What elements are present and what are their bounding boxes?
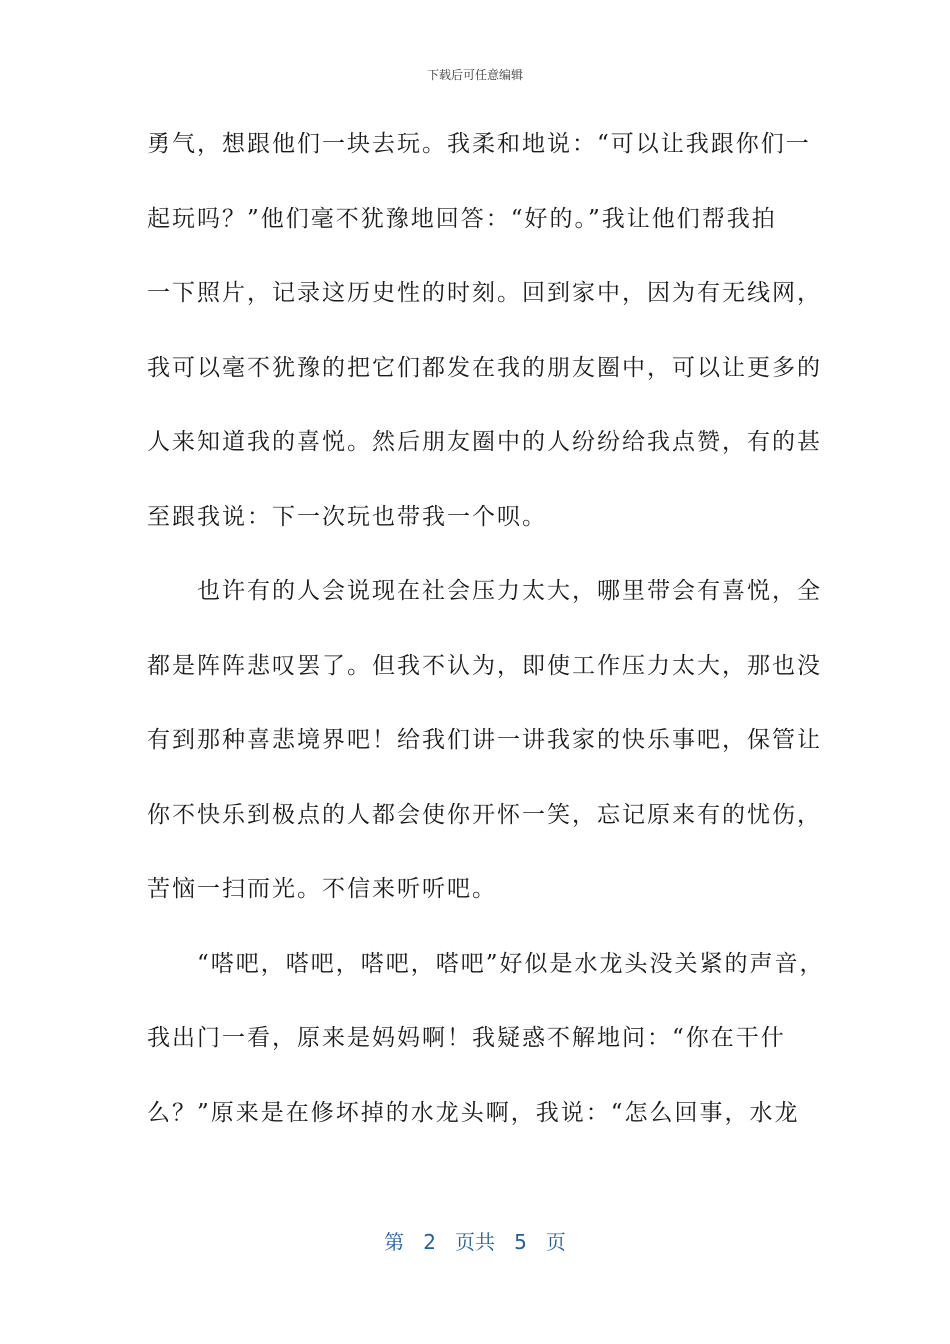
text-line: 有到那种喜悲境界吧！给我们讲一讲我家的快乐事吧，保管让 <box>147 727 822 753</box>
text-line: 都是阵阵悲叹罢了。但我不认为，即使工作压力太大，那也没 <box>147 652 822 679</box>
page-footer <box>0 1226 950 1255</box>
text-line: 苦恼一扫而光。不信来听听吧。 <box>147 876 497 902</box>
footer-suffix: 页 <box>545 1230 566 1254</box>
text-line: 至跟我说：下一次玩也带我一个呗。 <box>147 503 547 530</box>
document-body <box>147 121 827 1164</box>
text-line: 勇气，想跟他们一块去玩。我柔和地说：“可以让我跟你们一 <box>147 131 811 157</box>
total-pages-number: 5 <box>514 1230 527 1254</box>
text-line: 人来知道我的喜悦。然后朋友圈中的人纷纷给我点赞，有的甚 <box>147 429 822 455</box>
footer-middle: 页共 <box>455 1230 495 1254</box>
text-line: 一下照片，记录这历史性的时刻。回到家中，因为有无线网， <box>147 280 822 306</box>
page-header-watermark: 下载后可任意编辑 <box>426 68 523 82</box>
text-line: 你不快乐到极点的人都会使你开怀一笑，忘记原来有的忧伤， <box>147 801 822 828</box>
text-line: 么？”原来是在修坏掉的水龙头啊，我说：“怎么回事，水龙 <box>147 1099 800 1126</box>
text-line: “嗒吧，嗒吧，嗒吧，嗒吧”好似是水龙头没关紧的声音， <box>147 950 825 977</box>
footer-prefix: 第 <box>384 1230 405 1254</box>
text-line: 我出门一看，原来是妈妈啊！我疑惑不解地问：“你在干什 <box>147 1025 786 1051</box>
text-line: 我可以毫不犹豫的把它们都发在我的朋友圈中，可以让更多的 <box>147 354 822 381</box>
current-page-number: 2 <box>423 1230 436 1254</box>
text-line: 起玩吗？”他们毫不犹豫地回答：“好的。”我让他们帮我拍 <box>147 205 777 232</box>
text-line: 也许有的人会说现在社会压力太大，哪里带会有喜悦，全 <box>147 578 822 604</box>
